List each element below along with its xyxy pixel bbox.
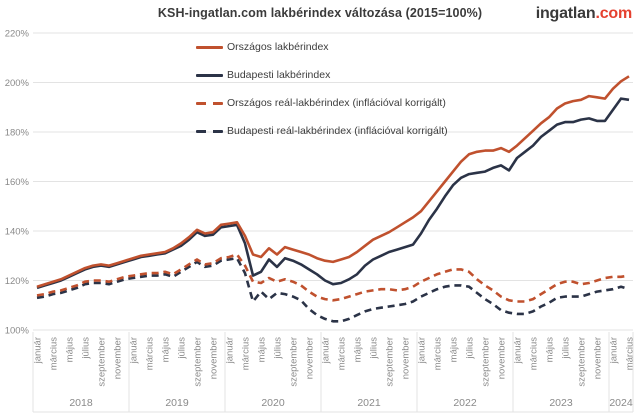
svg-text:január: január: [416, 337, 428, 364]
x-axis-labels: [33, 337, 636, 409]
legend-line-budapest: [196, 74, 223, 77]
svg-text:március: március: [624, 337, 636, 371]
legend-label-national: Országos lakbérindex: [227, 41, 329, 53]
logo-text-accent: .com: [595, 5, 632, 22]
svg-text:március: március: [432, 337, 444, 371]
svg-text:2022: 2022: [453, 397, 477, 409]
svg-text:szeptember: szeptember: [384, 337, 396, 387]
svg-text:2020: 2020: [261, 397, 285, 409]
svg-text:2021: 2021: [357, 397, 381, 409]
svg-text:140%: 140%: [4, 226, 29, 238]
svg-text:2023: 2023: [549, 397, 573, 409]
svg-text:100%: 100%: [4, 325, 29, 337]
svg-text:május: május: [64, 337, 76, 363]
svg-text:november: november: [400, 337, 412, 380]
legend-item-budapest: [196, 61, 448, 89]
svg-text:január: január: [512, 337, 524, 364]
legend-line-budapest-real: [196, 130, 223, 133]
svg-text:szeptember: szeptember: [96, 337, 108, 387]
legend-item-national-real: [196, 89, 448, 117]
y-tick-labels: [5, 29, 30, 337]
svg-text:március: március: [528, 337, 540, 371]
svg-text:180%: 180%: [4, 127, 29, 139]
svg-text:2024: 2024: [609, 397, 633, 409]
legend-item-budapest-real: [196, 117, 448, 145]
svg-text:november: november: [112, 337, 124, 380]
legend-label-budapest: Budapesti lakbérindex: [227, 69, 331, 81]
logo-text-main: ingatlan: [535, 5, 596, 22]
svg-text:november: november: [304, 337, 316, 380]
svg-text:május: május: [544, 337, 556, 363]
svg-text:január: január: [608, 337, 620, 364]
legend-line-national: [196, 46, 223, 49]
svg-text:március: március: [240, 337, 252, 371]
svg-text:november: november: [496, 337, 508, 380]
svg-text:július: július: [560, 337, 572, 359]
legend-label-national-real: Országos reál-lakbérindex (inflációval korrigált): [227, 97, 446, 109]
svg-text:március: március: [48, 337, 60, 371]
svg-text:220%: 220%: [4, 28, 29, 40]
svg-text:július: július: [464, 337, 476, 359]
svg-text:május: május: [256, 337, 268, 363]
svg-text:200%: 200%: [4, 78, 29, 89]
svg-text:július: július: [80, 337, 92, 359]
svg-text:március: március: [336, 337, 348, 371]
svg-text:120%: 120%: [4, 276, 29, 287]
svg-text:november: november: [592, 337, 604, 380]
svg-text:május: május: [160, 337, 172, 363]
svg-text:szeptember: szeptember: [576, 337, 588, 387]
legend-line-national-real: [196, 102, 223, 105]
chart-legend: [196, 33, 448, 145]
svg-text:január: január: [128, 337, 140, 364]
svg-text:2019: 2019: [165, 397, 189, 409]
legend-label-budapest-real: Budapesti reál-lakbérindex (inflációval korrigált): [227, 125, 448, 137]
svg-text:január: január: [320, 337, 332, 364]
svg-text:november: november: [208, 337, 220, 380]
svg-text:szeptember: szeptember: [192, 337, 204, 387]
svg-text:július: július: [272, 337, 284, 359]
svg-text:május: május: [352, 337, 364, 363]
svg-text:július: július: [176, 337, 188, 359]
svg-text:január: január: [224, 337, 236, 364]
svg-text:március: március: [144, 337, 156, 371]
svg-text:2018: 2018: [69, 397, 93, 409]
svg-text:szeptember: szeptember: [480, 337, 492, 387]
series-line-3: [37, 258, 629, 321]
legend-item-national: [196, 33, 448, 61]
svg-text:július: július: [368, 337, 380, 359]
svg-text:160%: 160%: [4, 177, 29, 188]
svg-text:május: május: [448, 337, 460, 363]
svg-text:január: január: [32, 337, 44, 364]
svg-text:szeptember: szeptember: [288, 337, 300, 387]
page-title: KSH-ingatlan.com lakbérindex változása (2015=100%): [157, 6, 483, 20]
